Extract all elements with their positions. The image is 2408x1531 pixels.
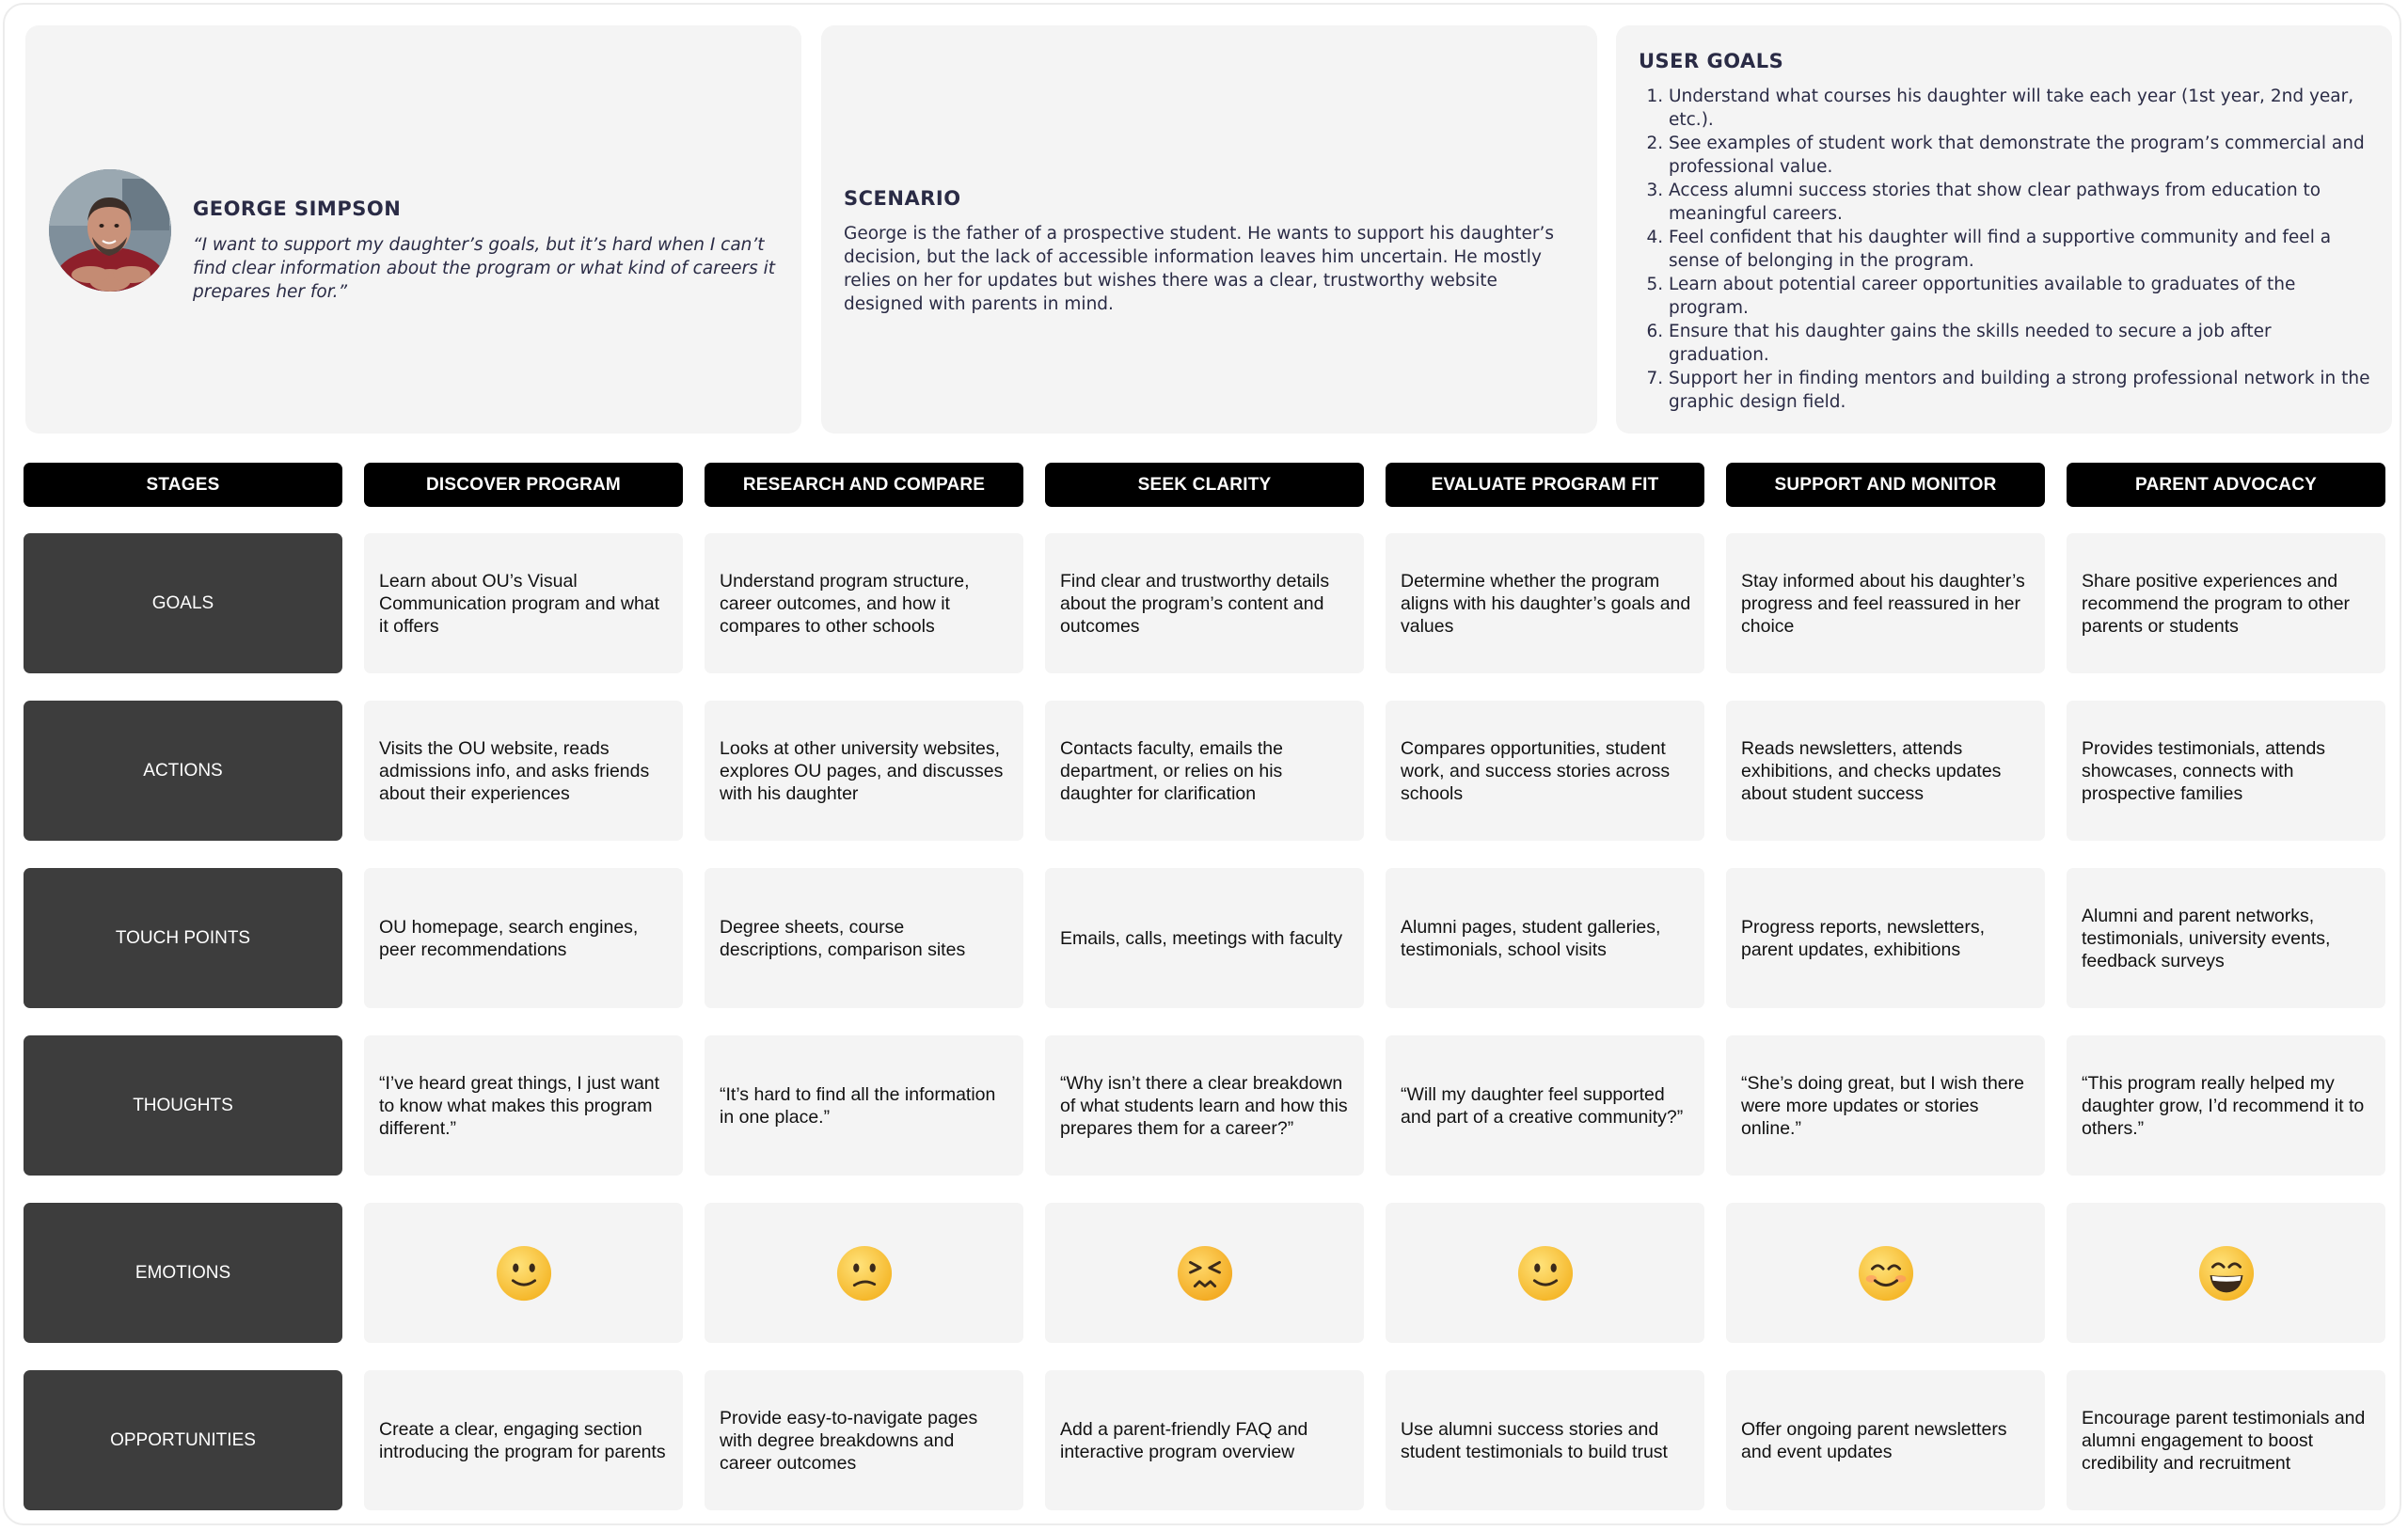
actions-cell: Contacts faculty, emails the department, or relies on his daughter for clarification [1045,701,1364,841]
thoughts-cell: “It’s hard to find all the information in one place.” [705,1035,1023,1176]
touch-points-cell: Degree sheets, course descriptions, comparison sites [705,868,1023,1008]
row-label-goals: GOALS [24,533,342,673]
user-goal-item: 1. Understand what courses his daughter will take each year (1st year, 2nd year, etc.). [1669,85,2377,132]
opportunities-cell: Provide easy-to-navigate pages with degree breakdowns and career outcomes [705,1370,1023,1510]
user-goal-item: 5. Learn about potential career opportunities available to graduates of the program. [1669,273,2377,320]
user-goal-item: 7. Support her in finding mentors and building a strong professional network in the graphic design field. [1669,367,2377,414]
user-goal-item: 6. Ensure that his daughter gains the skills needed to secure a job after graduation. [1669,320,2377,367]
grinning-face-icon [2197,1244,2256,1302]
opportunities-cell: Add a parent-friendly FAQ and interactive program overview [1045,1370,1364,1510]
stage-header-discover-program: DISCOVER PROGRAM [364,463,683,507]
thoughts-cell: “Will my daughter feel supported and part of a creative community?” [1386,1035,1704,1176]
user-goal-item: 2. See examples of student work that demonstrate the program’s commercial and professional value. [1669,132,2377,179]
opportunities-cell: Create a clear, engaging section introducing the program for parents [364,1370,683,1510]
user-goals-title: USER GOALS [1639,50,1784,72]
thoughts-cell: “I’ve heard great things, I just want to know what makes this program different.” [364,1035,683,1176]
persona-quote: “I want to support my daughter’s goals, but it’s hard when I can’t find clear information about the program or what kind of careers it prepares her for.” [193,235,775,302]
goals-cell: Determine whether the program aligns with his daughter’s goals and values [1386,533,1704,673]
row-label-touch-points: TOUCH POINTS [24,868,342,1008]
user-goals-list [1639,85,2377,414]
actions-cell: Looks at other university websites, explores OU pages, and discusses with his daughter [705,701,1023,841]
scenario-panel [821,25,1597,434]
persona-text [193,197,781,304]
opportunities-cell: Offer ongoing parent newsletters and event updates [1726,1370,2045,1510]
scenario-body: George is the father of a prospective student. He wants to support his daughter’s decision, but the lack of accessible information leaves him uncertain. He mostly relies on her for updates but wishes there was a clear, trustworthy website designed with parents in mind. [844,224,1555,314]
row-label-emotions: EMOTIONS [24,1203,342,1343]
actions-cell: Compares opportunities, student work, and success stories across schools [1386,701,1704,841]
opportunities-cell: Encourage parent testimonials and alumni engagement to boost credibility and recruitment [2067,1370,2385,1510]
actions-cell: Reads newsletters, attends exhibitions, and checks updates about student success [1726,701,2045,841]
actions-cell: Visits the OU website, reads admissions info, and asks friends about their experiences [364,701,683,841]
goals-cell: Stay informed about his daughter’s progress and feel reassured in her choice [1726,533,2045,673]
actions-cell: Provides testimonials, attends showcases, connects with prospective families [2067,701,2385,841]
opportunities-cell: Use alumni success stories and student testimonials to build trust [1386,1370,1704,1510]
stage-header-parent-advocacy: PARENT ADVOCACY [2067,463,2385,507]
smiling-eyes-face-icon [1857,1244,1915,1302]
persona-avatar [49,169,171,292]
touch-points-cell: OU homepage, search engines, peer recommendations [364,868,683,1008]
stage-header-support-and-monitor: SUPPORT AND MONITOR [1726,463,2045,507]
emotion-cell [1386,1203,1704,1343]
user-goals-text [1639,50,2377,414]
emotion-cell [2067,1203,2385,1343]
user-goals-panel [1616,25,2392,434]
persevering-face-icon [1176,1244,1234,1302]
scenario-text [844,187,1582,316]
emotion-cell [705,1203,1023,1343]
slightly-smiling-face-icon [1516,1244,1575,1302]
touch-points-cell: Emails, calls, meetings with faculty [1045,868,1364,1008]
persona-name: GEORGE SIMPSON [193,197,402,220]
stage-header-research-and-compare: RESEARCH AND COMPARE [705,463,1023,507]
touch-points-cell: Progress reports, newsletters, parent updates, exhibitions [1726,868,2045,1008]
thoughts-cell: “Why isn’t there a clear breakdown of what students learn and how this prepares them for a career?” [1045,1035,1364,1176]
scenario-title: SCENARIO [844,187,961,210]
goals-cell: Find clear and trustworthy details about the program’s content and outcomes [1045,533,1364,673]
stages-header: STAGES [24,463,342,507]
emotion-cell [1045,1203,1364,1343]
user-goal-item: 3. Access alumni success stories that show clear pathways from education to meaningful careers. [1669,179,2377,226]
thoughts-cell: “She’s doing great, but I wish there were more updates or stories online.” [1726,1035,2045,1176]
stage-header-seek-clarity: SEEK CLARITY [1045,463,1364,507]
emotion-cell [364,1203,683,1343]
stage-header-evaluate-program-fit: EVALUATE PROGRAM FIT [1386,463,1704,507]
touch-points-cell: Alumni and parent networks, testimonials, university events, feedback surveys [2067,868,2385,1008]
thoughts-cell: “This program really helped my daughter grow, I’d recommend it to others.” [2067,1035,2385,1176]
row-label-thoughts: THOUGHTS [24,1035,342,1176]
persona-panel [25,25,801,434]
journey-map-frame [3,3,2401,1525]
touch-points-cell: Alumni pages, student galleries, testimonials, school visits [1386,868,1704,1008]
emotion-cell [1726,1203,2045,1343]
user-goal-item: 4. Feel confident that his daughter will find a supportive community and feel a sense of belonging in the program. [1669,226,2377,273]
row-label-opportunities: OPPORTUNITIES [24,1370,342,1510]
slightly-smiling-face-icon [495,1244,553,1302]
row-label-actions: ACTIONS [24,701,342,841]
goals-cell: Learn about OU’s Visual Communication program and what it offers [364,533,683,673]
confused-face-icon [835,1244,894,1302]
goals-cell: Understand program structure, career outcomes, and how it compares to other schools [705,533,1023,673]
goals-cell: Share positive experiences and recommend the program to other parents or students [2067,533,2385,673]
